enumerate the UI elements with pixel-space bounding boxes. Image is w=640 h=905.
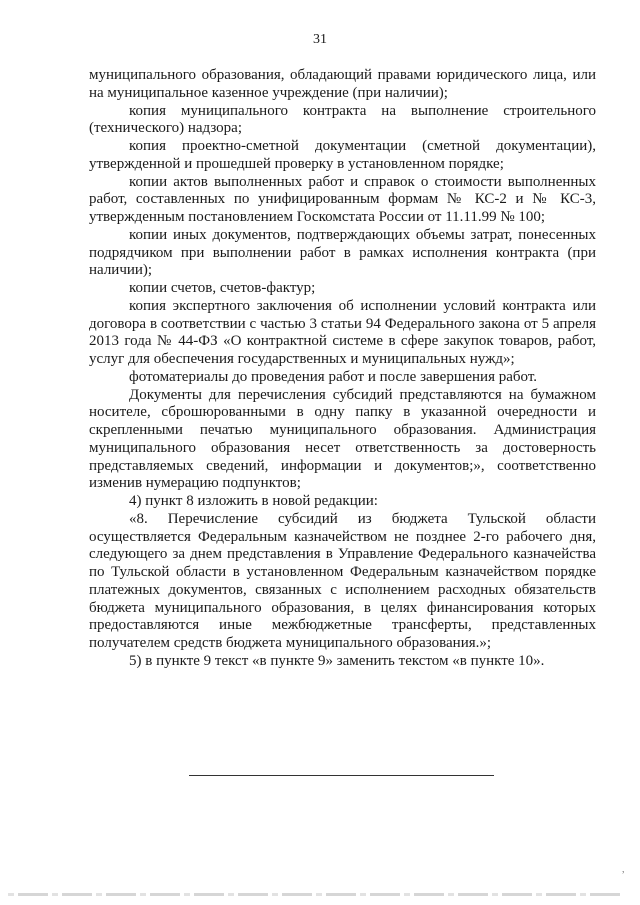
paragraph-legal-entity: муниципального образования, обладающий правами юридического лица, или на муниципальное казенное учреждение (при наличии); [89,67,596,101]
document-body [89,67,596,671]
paragraph-documents-submission: Документы для перечисления субсидий представляются на бумажном носителе, сброшюрованными в одну папку в указанной очередности и скрепленными печатью муниципального образования. Администрация муниципального образования несет ответственность за достоверность представляемых сведений, информации и документов;», соответственно изменив нумерацию подпунктов; [89,386,596,492]
paragraph-invoices: копии счетов, счетов-фактур; [129,280,316,296]
paragraph-acts-ks2-ks3: копии актов выполненных работ и справок о стоимости выполненных работ, составленных по унифицированным формам № КС-2 и № КС-3, утвержденным постановлением Госкомстата России от 11.11.99 № 100; [89,173,596,225]
end-separator-line [189,775,494,776]
paragraph-item-5: 5) в пункте 9 текст «в пункте 9» заменить текстом «в пункте 10». [129,652,545,669]
paragraph-other-docs: копии иных документов, подтверждающих объемы затрат, понесенных подрядчиком при выполнении работ в рамках исполнения контракта (при наличии); [89,226,596,279]
paragraph-estimate-docs: копия проектно-сметной документации (сметной документации), утвержденной и прошедшей проверку в установленном порядке; [89,138,596,172]
paragraph-supervision-contract: копия муниципального контракта на выполнение строительного (технического) надзора; [89,102,596,137]
paragraph-photos: фотоматериалы до проведения работ и после завершения работ. [129,368,537,385]
paragraph-expert-conclusion: копия экспертного заключения об исполнении условий контракта или договора в соответствии с частью 3 статьи 94 Федерального закона от 5 апреля 2013 года № 44-ФЗ «О контрактной системе в сфере закупок товаров, работ, услуг для обеспечения государственных и муниципальных нужд»; [89,297,596,367]
paragraph-item-4: 4) пункт 8 изложить в новой редакции: [129,493,378,509]
paragraph-clause-8: «8. Перечисление субсидий из бюджета Тульской области осуществляется Федеральным казначейством не позднее 2-го рабочего дня, следующего за днем представления в Управление Федерального казначейства по Тульской области в установленном Федеральным казначейством порядке платежных документов, связанных с исполнением расходных обязательств бюджета муниципального образования, в целях финансирования которых предоставляются иные межбюджетные трансферты, представленных получателем средств бюджета муниципального образования.»; [89,510,596,651]
scan-bottom-artifact [8,893,623,896]
scan-artifact-mark: , [622,864,625,875]
page-number: 31 [313,32,327,47]
